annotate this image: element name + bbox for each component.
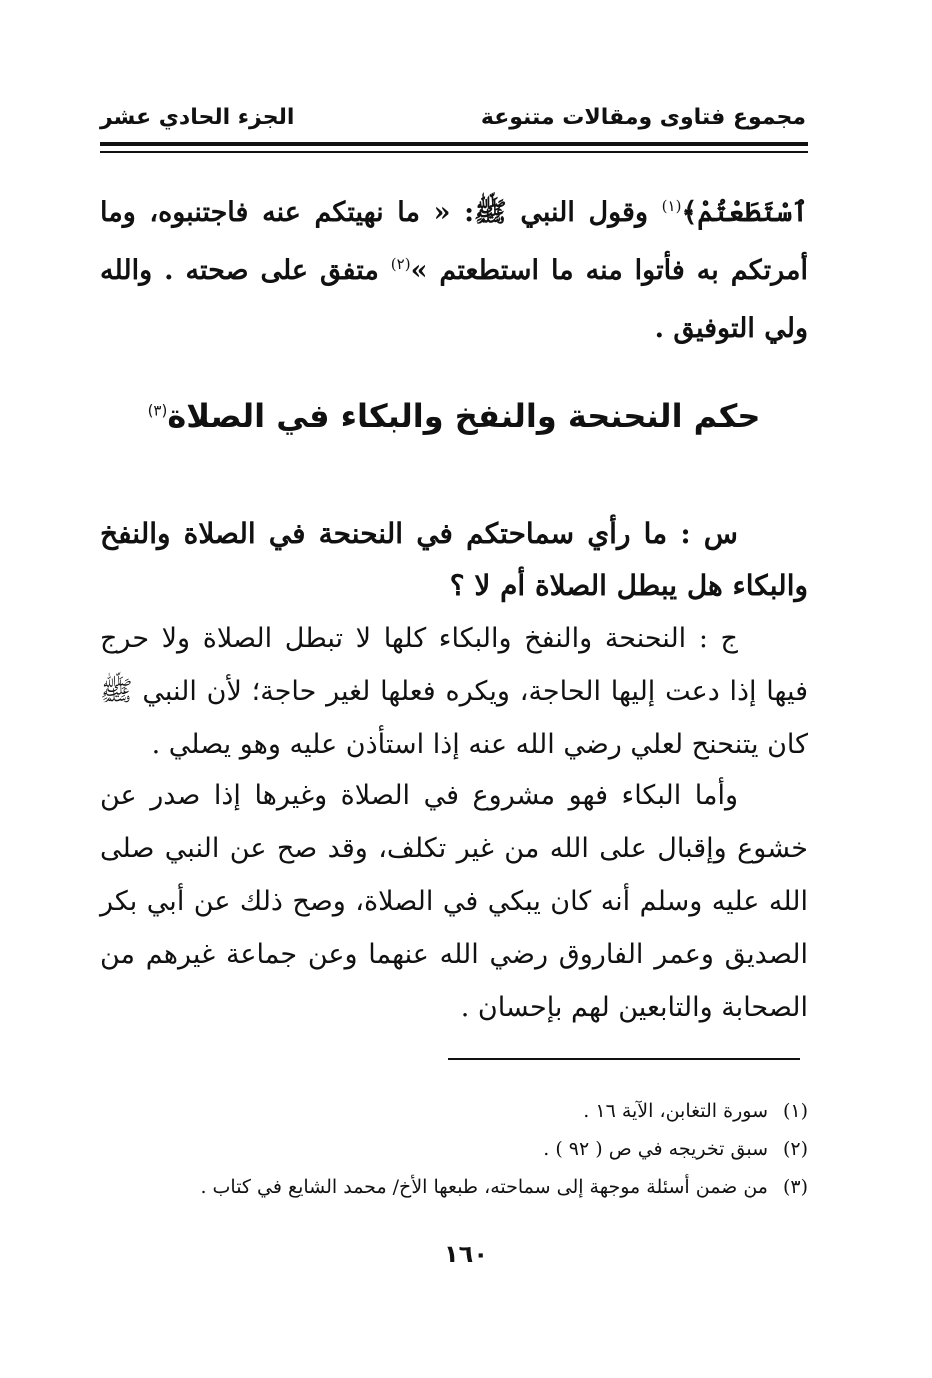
answer-paragraph: ج : النحنحة والنفخ والبكاء كلها لا تبطل الصلاة ولا حرج فيها إذا دعت إليها الحاجة، ويكره فعلها لغير حاجة؛ لأن النبي ﷺ كان يتنحنح لعلي رضي الله عنه إذا استأذن عليه وهو يصلي . [100, 623, 808, 760]
footnote-separator [448, 1058, 800, 1060]
footnote-number: (٢) [782, 1138, 808, 1160]
footnote-number: (٣) [782, 1176, 808, 1198]
footnote-ref-3: (٣) [147, 401, 168, 420]
quran-quote-end: ٱسْتَطَعْتُمْ﴾ [681, 197, 808, 228]
body-paragraph: وأما البكاء فهو مشروع في الصلاة وغيرها إذا صدر عن خشوع وإقبال على الله من غير تكلف، وقد صح عن النبي صلى الله عليه وسلم أنه كان يبكي في الصلاة، وصح ذلك عن أبي بكر الصديق وعمر الفاروق رضي الله عنهما وعن جماعة غيرهم من الصحابة والتابعين لهم بإحسان . [100, 780, 808, 1023]
footnote-1 [100, 1092, 808, 1130]
question-paragraph: س : ما رأي سماحتكم في النحنحة في الصلاة والنفخ والبكاء هل يبطل الصلاة أم لا ؟ [100, 517, 808, 602]
footnote-number: (١) [782, 1100, 808, 1122]
continuation-paragraph [100, 184, 808, 358]
hadith-text: وقول النبي ﷺ: « ما نهيتكم عنه فاجتنبوه، وما أمرتكم به فأتوا منه ما استطعتم » [100, 197, 808, 286]
footnotes [100, 1092, 808, 1206]
footnote-ref-1: (١) [661, 197, 682, 215]
footnote-ref-2: (٢) [390, 255, 411, 273]
closing-text: متفق على صحته . والله ولي التوفيق . [100, 255, 808, 344]
footnote-2 [100, 1130, 808, 1168]
footnote-text: من ضمن أسئلة موجهة إلى سماحته، طبعها الأخ/ محمد الشايع في كتاب . [200, 1176, 768, 1198]
page-number: ١٦٠ [444, 1240, 488, 1268]
header-rule-thick [100, 142, 808, 146]
header-rule-thin [100, 151, 808, 153]
section-title-text: حكم النحنحة والنفخ والبكاء في الصلاة [167, 397, 761, 435]
running-header [100, 100, 806, 136]
volume-label: الجزء الحادي عشر [100, 105, 295, 130]
book-title: مجموع فتاوى ومقالات متنوعة [480, 105, 806, 130]
footnote-3 [100, 1168, 808, 1206]
section-title [100, 388, 808, 444]
footnote-text: سبق تخريجه في ص ( ٩٢ ) . [543, 1138, 768, 1160]
footnote-text: سورة التغابن، الآية ١٦ . [583, 1100, 768, 1122]
